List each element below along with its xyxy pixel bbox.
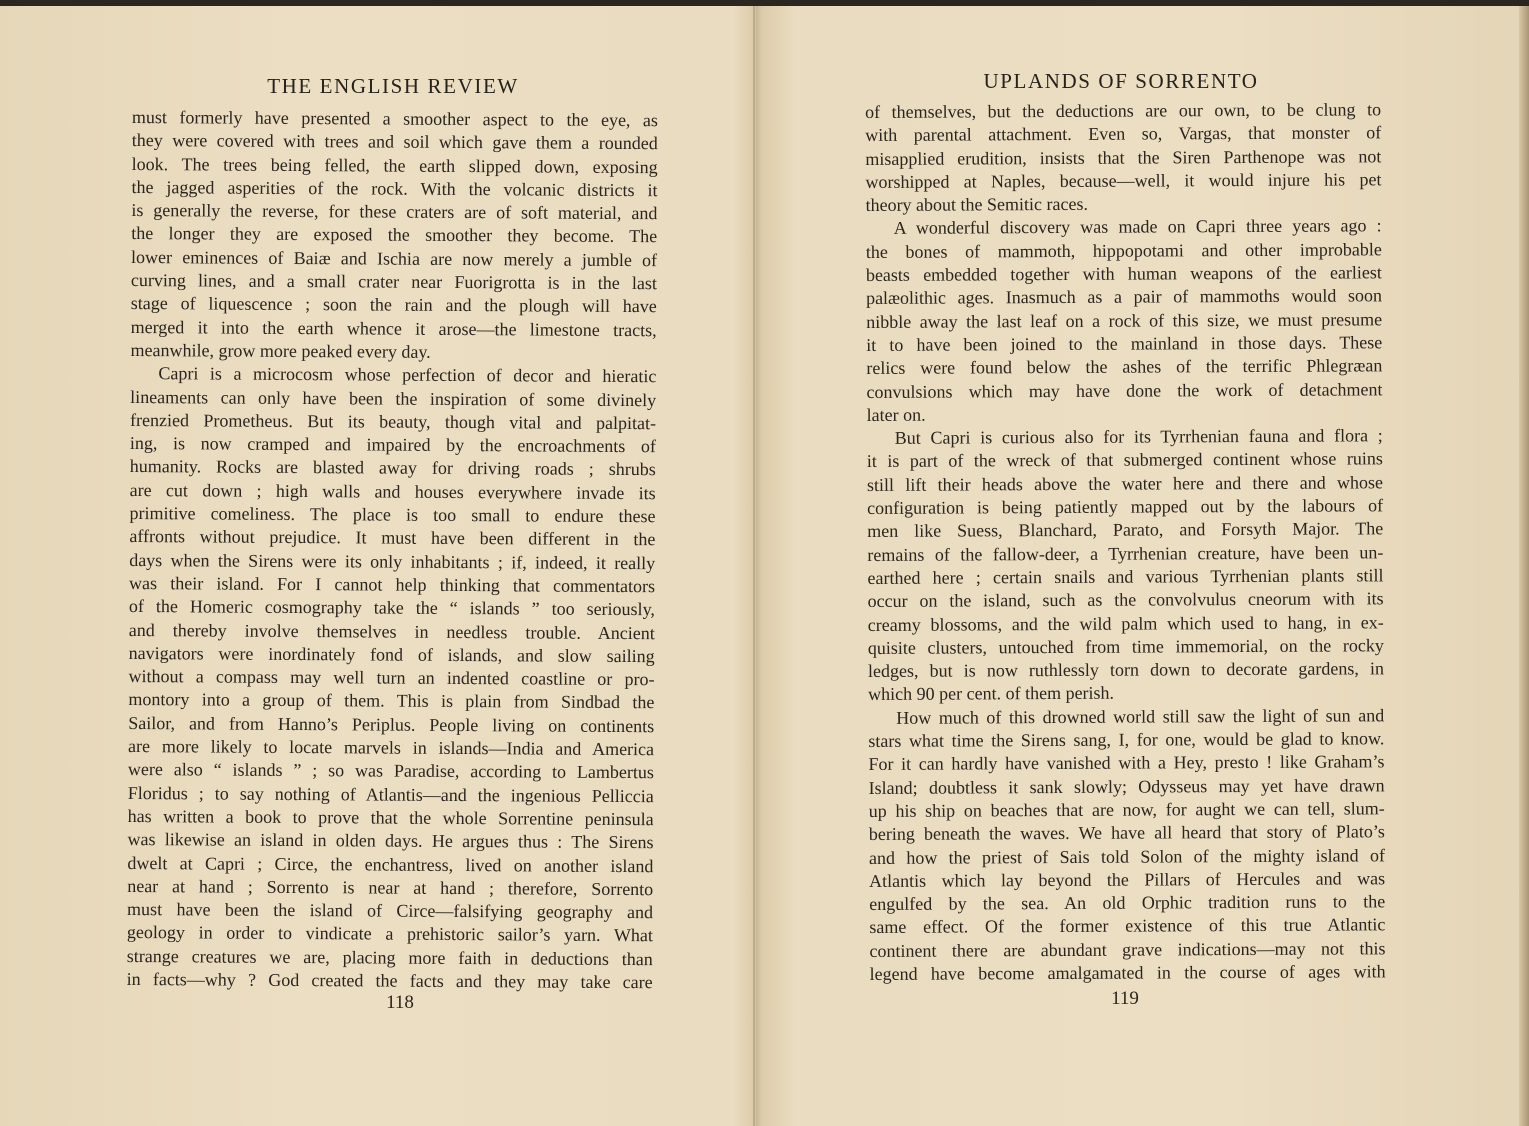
text-line: quisite clusters, untouched from time immemorial, on the rocky [867, 635, 1384, 658]
text-line: Capri is a microcosm whose perfection of decor and hieratic [158, 363, 657, 387]
text-line: primitive comeliness. The place is too small to endure these [129, 503, 656, 527]
text-line: convulsions which may have done the work of detachment [866, 378, 1383, 402]
text-line: days when the Sirens were its only inhabitants ; if, indeed, it really [129, 549, 656, 573]
text-line: humanity. Rocks are blasted away for driving roads ; shrubs [129, 456, 656, 480]
book-spread [0, 6, 1529, 1126]
text-line: configuration is being patiently mapped out by the labours of [867, 495, 1384, 519]
text-line: near at hand ; Sorrento is near at hand ; therefore, Sorrento [127, 875, 654, 899]
text-line: stars what time the Sirens sang, I, for one, would be glad to know. [868, 728, 1385, 752]
text-line: they were covered with trees and soil which gave them a rounded [131, 130, 658, 154]
text-line: are more likely to locate marvels in islands—India and America [128, 736, 655, 760]
text-line: still lift their heads above the water here and there and whose [866, 472, 1384, 495]
text-line: in facts—why ? God created the facts and they may take care [126, 968, 653, 993]
text-line: meanwhile, grow more peaked every day. [130, 339, 431, 362]
page-body [865, 98, 1386, 986]
text-line: Island; doubtless it sank slowly; Odysseus may yet have drawn [868, 774, 1385, 798]
text-line: frenzied Prometheus. But its beauty, though vital and palpitat- [130, 409, 657, 434]
text-line: with parental attachment. Even so, Vargas, that monster of [865, 122, 1382, 146]
text-line: How much of this drowned world still saw the light of sun and [896, 705, 1385, 728]
text-line: was their island. For I cannot help thinking that commentators [129, 572, 656, 597]
text-line: affronts without prejudice. It must have been different in the [129, 526, 656, 550]
page-body [127, 106, 658, 994]
text-line: bering beneath the waves. We have all heard that story of Plato’s [868, 821, 1385, 845]
text-line: was likewise an island in olden days. He argues thus : The Sirens [127, 829, 654, 853]
text-line: continent there are abundant grave indications—may not this [869, 937, 1386, 961]
text-line: For it can hardly have vanished with a Hey, presto ! like Graham’s [868, 751, 1385, 775]
text-line: has written a book to prove that the whole Sorrentine peninsula [127, 805, 654, 830]
text-line: stage of liquescence ; soon the rain and the plough will have [130, 293, 657, 317]
text-line: Sailor, and from Hanno’s Periplus. People living on continents [128, 712, 655, 736]
text-line: earthed here ; certain snails and various Tyrrhenian plants still [867, 565, 1384, 588]
text-line: dwelt at Capri ; Circe, the enchantress, lived on another island [127, 852, 654, 876]
text-line: up his ship on beaches that are now, for aught we can tell, slum- [868, 798, 1385, 821]
text-line: occur on the island, such as the convolvulus cneorum with its [867, 588, 1384, 612]
text-line: the bones of mammoth, hippopotami and other improbable [865, 239, 1382, 262]
text-line: must formerly have presented a smoother aspect to the eye, as [131, 106, 658, 131]
text-line: of the Homeric cosmography take the “ islands ” too seriously, [128, 596, 655, 620]
text-line: nibble away the last leaf on a rock of this size, we must presume [866, 308, 1383, 332]
text-line: and thereby involve themselves in needless trouble. Ancient [128, 619, 655, 643]
text-line: Atlantis which lay beyond the Pillars of Hercules and was [869, 868, 1386, 891]
text-line: beasts embedded together with human weapons of the earliest [865, 262, 1382, 286]
text-line: of themselves, but the deductions are our own, to be clung to [865, 99, 1382, 122]
text-line: palæolithic ages. Inasmuch as a pair of mammoths would soon [865, 285, 1383, 309]
text-line: look. The trees being felled, the earth slipped down, exposing [131, 153, 658, 177]
text-line: and how the priest of Sais told Solon of the mighty island of [868, 844, 1386, 868]
text-line: it to have been joined to the mainland in those days. These [866, 332, 1383, 355]
text-line: are cut down ; high walls and houses everywhere invade its [129, 479, 656, 503]
text-line: must have been the island of Circe—falsifying geography and [127, 899, 654, 923]
text-line: montory into a group of them. This is plain from Sindbad the [128, 689, 655, 713]
text-line: relics were found below the ashes of the terrific Phlegræan [866, 355, 1383, 379]
right-page [755, 6, 1519, 1126]
text-line: theory about the Semitic races. [865, 194, 1089, 216]
text-line: without a compass may well turn an indented coastline or pro- [128, 666, 655, 690]
text-line: Floridus ; to say nothing of Atlantis—and the ingenious Pelliccia [127, 782, 654, 806]
text-line: legend have become amalgamated in the course of ages with [869, 961, 1386, 984]
text-line: curving lines, and a small crater near Fuorigrotta is in the last [130, 270, 657, 294]
text-line: were also “ islands ” ; so was Paradise, according to Lambertus [127, 759, 654, 783]
text-line: later on. [866, 404, 926, 425]
text-line: ledges, but is now ruthlessly torn down to decorate gardens, in [867, 658, 1385, 682]
text-line: strange creatures we are, placing more faith in deductions than [126, 945, 653, 969]
page-number: 118 [386, 992, 414, 1013]
text-line: the longer they are exposed the smoother they become. The [131, 223, 658, 247]
running-head: UPLANDS OF SORRENTO [983, 69, 1259, 93]
text-line: lower eminences of Baiæ and Ischia are now merely a jumble of [131, 246, 658, 270]
page-number: 119 [1111, 988, 1139, 1009]
text-line: merged it into the earth whence it arose—the limestone tracts, [130, 316, 657, 340]
text-line: same effect. Of the former existence of this true Atlantic [869, 914, 1386, 938]
text-line: But Capri is curious also for its Tyrrhenian fauna and flora ; [894, 425, 1383, 449]
text-line: it is part of the wreck of that submerged continent whose ruins [866, 448, 1383, 472]
text-line: remains of the fallow-deer, a Tyrrhenian creature, have been un- [867, 541, 1384, 565]
text-line: engulfed by the sea. An old Orphic tradition runs to the [869, 891, 1386, 915]
text-line: navigators were inordinately fond of islands, and slow sailing [128, 642, 655, 667]
text-line: is generally the reverse, for these craters are of soft material, and [131, 200, 658, 224]
left-page [0, 6, 753, 1126]
text-line: the jagged asperities of the rock. With the volcanic districts it [131, 176, 658, 201]
text-line: which 90 per cent. of them perish. [868, 683, 1115, 705]
text-line: creamy blossoms, and the wild palm which used to hang, in ex- [867, 611, 1384, 635]
text-line: ing, is now cramped and impaired by the encroachments of [129, 433, 656, 457]
text-line: A wonderful discovery was made on Capri three years ago : [893, 215, 1382, 239]
text-line: lineaments can only have been the inspiration of some divinely [130, 386, 657, 410]
text-line: misapplied erudition, insists that the Siren Parthenope was not [865, 145, 1382, 169]
text-line: geology in order to vindicate a prehistoric sailor’s yarn. What [126, 922, 654, 946]
running-head: THE ENGLISH REVIEW [267, 74, 519, 98]
text-line: worshipped at Naples, because—well, it would injure his pet [865, 169, 1382, 192]
text-line: men like Suess, Blanchard, Parato, and Forsyth Major. The [867, 518, 1384, 542]
page-edge [1519, 6, 1529, 1126]
